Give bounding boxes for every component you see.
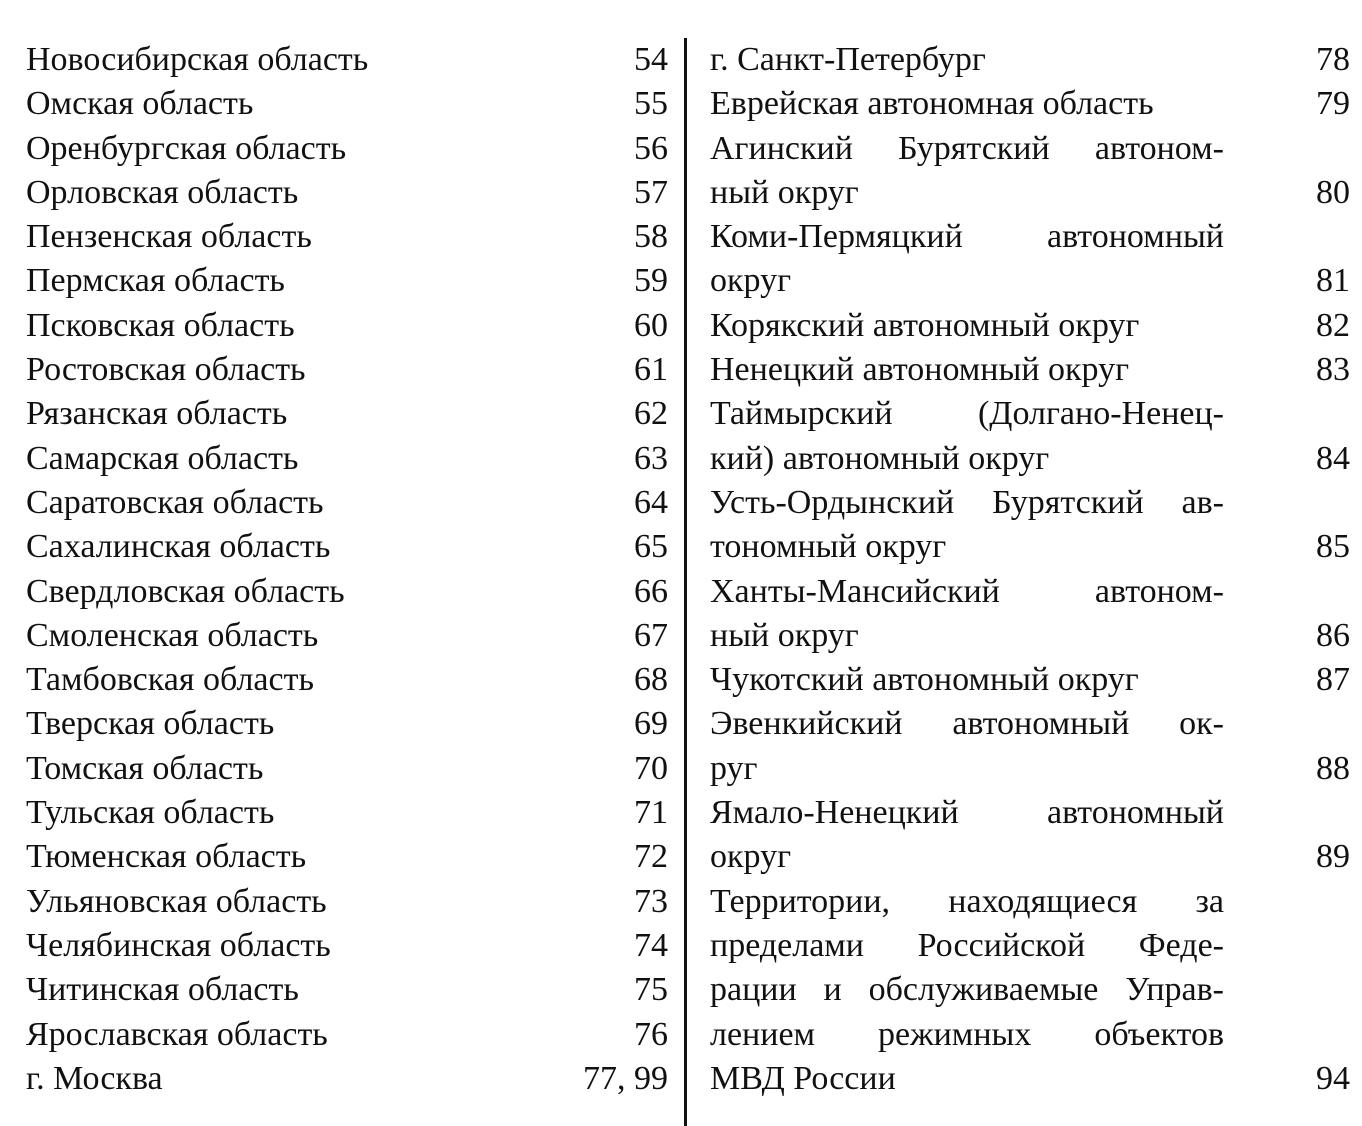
region-name: Свердловская область [26,572,345,610]
region-row [26,747,668,791]
region-row [26,38,668,82]
region-name-line: округ [710,838,792,876]
region-code: 57 [634,173,668,211]
region-name [710,791,1224,880]
region-name [710,658,1224,702]
region-row [710,215,1350,304]
region-name-line: Ненецкий автономный округ [710,351,1130,389]
region-name: Оренбургская область [26,129,347,167]
region-name-line: Таймырский (Долгано-Ненец- [710,395,1224,433]
region-row [710,348,1350,392]
region-row [26,82,668,126]
region-name: Саратовская область [26,483,324,521]
region-name [710,215,1224,304]
region-code: 71 [634,794,668,832]
region-name: Самарская область [26,439,299,477]
region-name: Тамбовская область [26,661,314,699]
region-name [710,348,1224,392]
region-row [710,392,1350,481]
region-name-line: Ямало-Ненецкий автономный [710,794,1224,832]
region-name: Смоленская область [26,616,319,654]
region-name: Рязанская область [26,395,288,433]
region-row [26,791,668,835]
region-code: 78 [1316,41,1350,78]
region-name: Ульяновская область [26,882,327,920]
region-name-line: ный округ [710,616,859,654]
region-name [710,127,1224,216]
region-name-line: Агинский Бурятский автоном- [710,129,1224,167]
region-name-line: Территории, находящиеся за [710,882,1224,920]
region-code: 63 [634,439,668,477]
region-row [26,481,668,525]
region-code: 79 [1316,85,1350,123]
region-row [26,1057,668,1101]
region-code: 77, 99 [583,1059,668,1097]
region-name: Тульская область [26,794,275,832]
region-row [26,570,668,614]
region-name-line: рации и обслуживаемые Управ- [710,971,1224,1009]
region-code: 89 [1316,838,1350,876]
region-row [710,304,1350,348]
region-name: Омская область [26,85,254,123]
region-name-line: Коми-Пермяцкий автономный [710,218,1224,256]
region-row [26,658,668,702]
region-name-line: г. Санкт-Петербург [710,41,986,78]
region-code: 84 [1316,439,1350,477]
region-name [710,570,1224,659]
region-name: Томская область [26,749,264,787]
region-name [710,702,1224,791]
region-code: 54 [634,41,668,78]
region-row [710,791,1350,880]
region-code: 56 [634,129,668,167]
column-divider [684,38,687,1126]
region-name-line: лением режимных объектов [710,1015,1224,1053]
region-name-line: ный округ [710,173,859,211]
region-row [26,1013,668,1057]
right-column-list [710,38,1350,1101]
region-name-line: кий) автономный округ [710,439,1050,477]
region-name-line: руг [710,749,758,787]
region-name: г. Москва [26,1059,163,1097]
region-name: Орловская область [26,173,299,211]
region-code: 94 [1316,1059,1350,1097]
region-name: Новосибирская область [26,41,369,78]
region-code: 75 [634,971,668,1009]
region-name [710,481,1224,570]
region-row [710,82,1350,126]
region-name [710,82,1224,126]
region-row [26,392,668,436]
region-row [26,304,668,348]
region-row [26,880,668,924]
region-name [710,304,1224,348]
region-name: Псковская область [26,306,295,344]
region-code: 68 [634,661,668,699]
region-name [710,880,1224,1101]
region-code: 61 [634,351,668,389]
region-code: 67 [634,616,668,654]
region-code: 59 [634,262,668,300]
region-code: 73 [634,882,668,920]
region-name: Пермская область [26,262,285,300]
region-name: Ростовская область [26,351,306,389]
region-name-line: тономный округ [710,528,947,566]
region-row [710,481,1350,570]
region-code: 64 [634,483,668,521]
region-name-line: Еврейская автономная область [710,85,1154,123]
region-code: 82 [1316,306,1350,344]
region-row [26,171,668,215]
region-code: 69 [634,705,668,743]
region-row [26,968,668,1012]
region-code: 62 [634,395,668,433]
region-code: 55 [634,85,668,123]
region-name: Сахалинская область [26,528,331,566]
region-row [710,570,1350,659]
region-name: Тюменская область [26,838,307,876]
region-row [710,702,1350,791]
region-code: 83 [1316,351,1350,389]
region-row [710,880,1350,1101]
region-name-line: Корякский автономный округ [710,306,1140,344]
region-name: Тверская область [26,705,275,743]
region-name: Ярославская область [26,1015,328,1053]
region-name-line: МВД России [710,1059,896,1097]
region-code: 72 [634,838,668,876]
region-name-line: пределами Российской Феде- [710,926,1224,964]
region-code: 81 [1316,262,1350,300]
region-row [26,614,668,658]
region-code: 87 [1316,661,1350,699]
region-name-line: Эвенкийский автономный ок- [710,705,1224,743]
region-name [710,38,1224,82]
region-code: 85 [1316,528,1350,566]
region-code: 58 [634,218,668,256]
region-code: 65 [634,528,668,566]
region-row [710,127,1350,216]
region-name-line: Ханты-Мансийский автоном- [710,572,1224,610]
region-code: 60 [634,306,668,344]
region-row [26,215,668,259]
region-code: 86 [1316,616,1350,654]
region-row [26,525,668,569]
region-name-line: Усть-Ордынский Бурятский ав- [710,483,1224,521]
region-row [710,38,1350,82]
region-name-line: округ [710,262,792,300]
region-row [26,348,668,392]
region-code: 66 [634,572,668,610]
region-name: Пензенская область [26,218,312,256]
region-row [26,259,668,303]
region-row [710,658,1350,702]
left-column-list [26,38,668,1101]
region-row [26,127,668,171]
region-row [26,924,668,968]
region-code: 88 [1316,749,1350,787]
region-code: 76 [634,1015,668,1053]
region-name: Челябинская область [26,926,331,964]
region-code: 74 [634,926,668,964]
region-row [26,835,668,879]
region-row [26,702,668,746]
region-code: 80 [1316,173,1350,211]
region-name-line: Чукотский автономный округ [710,661,1139,699]
region-code: 70 [634,749,668,787]
region-name [710,392,1224,481]
region-row [26,437,668,481]
region-name: Читинская область [26,971,299,1009]
